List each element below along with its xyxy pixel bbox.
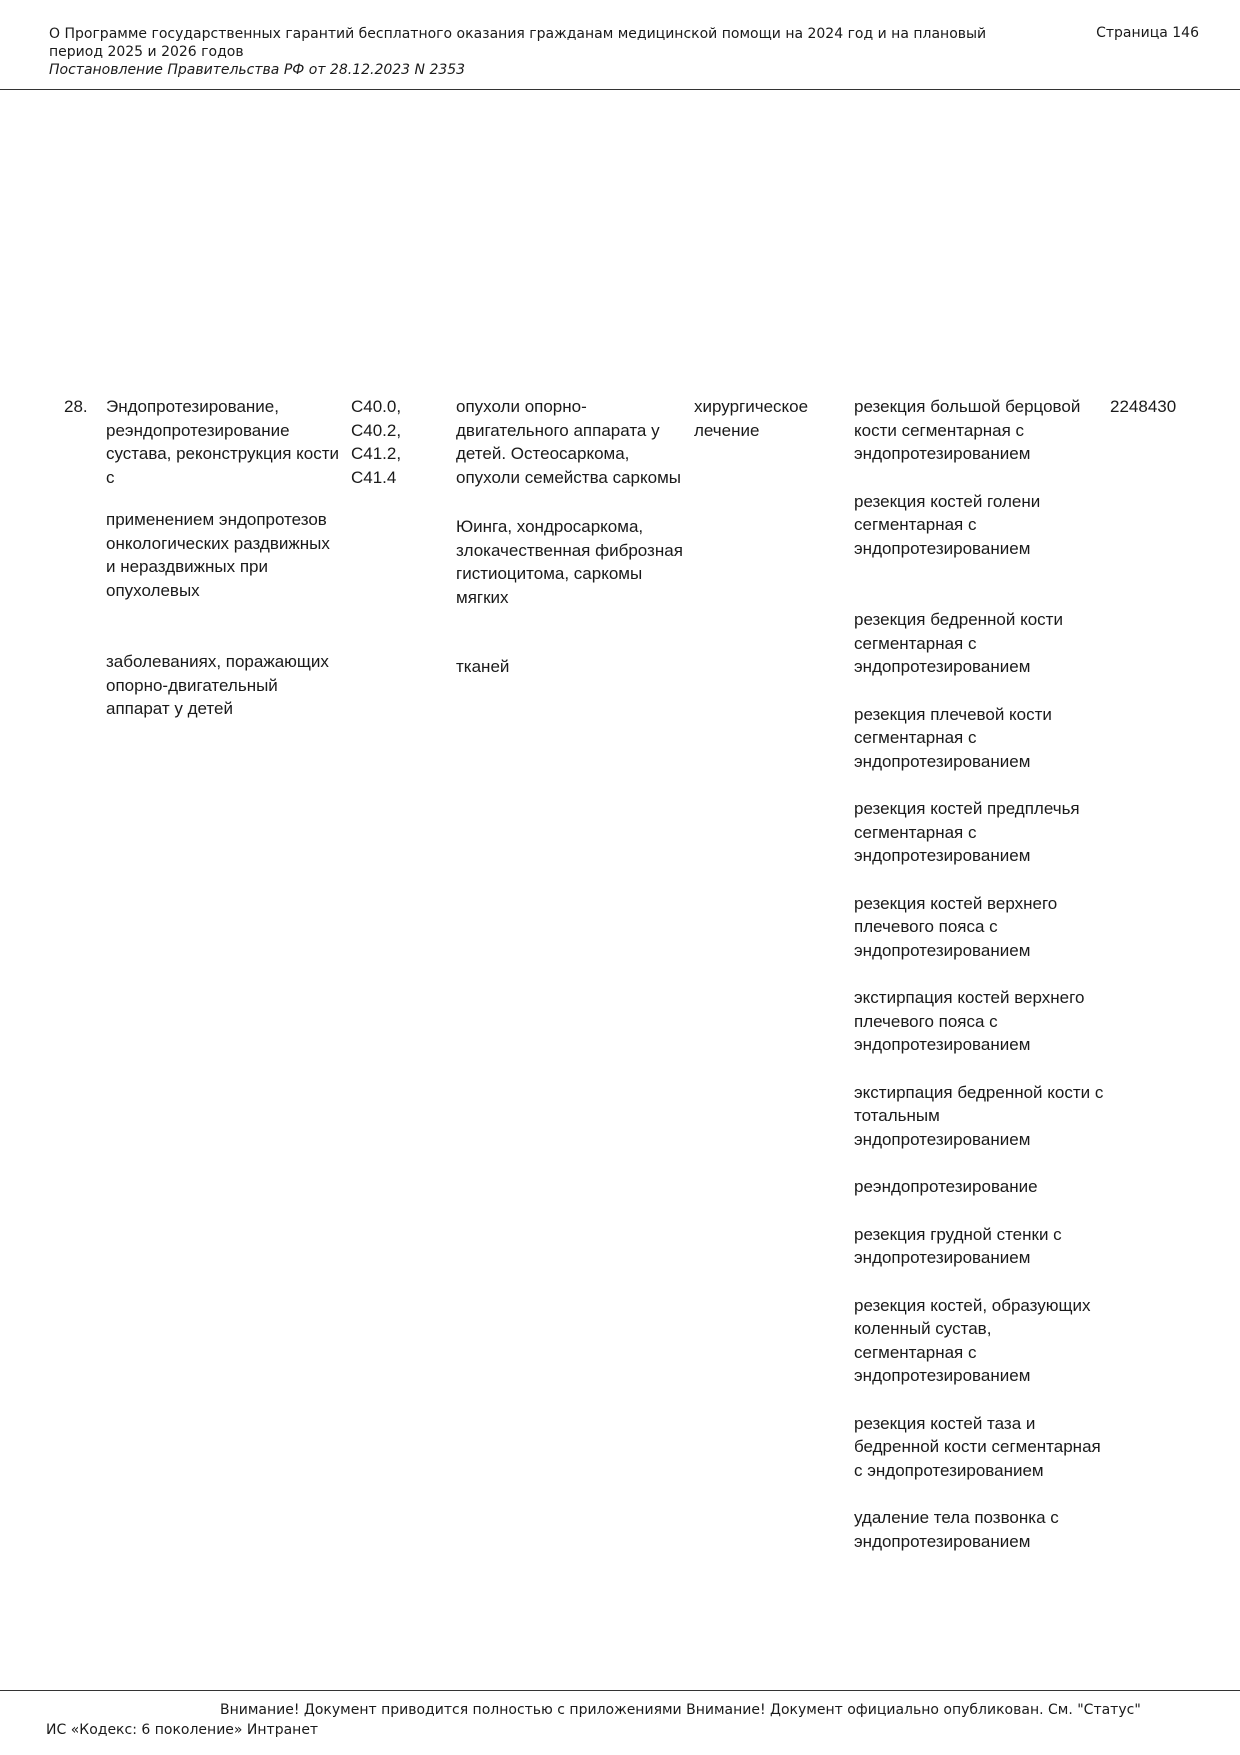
document-title: О Программе государственных гарантий бесплатного оказания гражданам медицинской помощи на 2024 год и на плановый период 2025 и 2026 годов	[49, 26, 987, 60]
procedure-name-part: применением эндопротезов онкологических раздвижных и нераздвижных при опухолевых	[106, 510, 330, 600]
method-item: резекция костей, образующих коленный сустав, сегментарная с эндопротезированием	[854, 1295, 1091, 1385]
page-number: Страница 146	[1096, 25, 1199, 41]
method-item: резекция грудной стенки с эндопротезированием	[854, 1224, 1062, 1267]
diagnosis-part: Юинга, хондросаркома, злокачественная фиброзная гистиоцитома, саркомы мягких	[456, 517, 683, 607]
footer-system: ИС «Кодекс: 6 поколение» Интранет	[46, 1722, 319, 1738]
method-item: резекция плечевой кости сегментарная с эндопротезированием	[854, 704, 1052, 771]
footer-notice: Внимание! Документ приводится полностью с приложениями Внимание! Документ официально опубликован. См. "Статус"	[220, 1702, 1141, 1718]
method-item: удаление тела позвонка с эндопротезированием	[854, 1508, 1059, 1551]
method-item: резекция костей предплечья сегментарная с эндопротезированием	[854, 799, 1080, 865]
procedure-name-part: Эндопротезирование, реэндопротезирование сустава, реконструкция кости с	[106, 397, 339, 487]
method-item: резекция костей таза и бедренной кости сегментарная с эндопротезированием	[854, 1413, 1101, 1480]
treatment-type-cell: хирургическое лечение	[694, 397, 809, 440]
method-item: экстирпация бедренной кости с тотальным эндопротезированием	[854, 1082, 1104, 1149]
document-subtitle: Постановление Правительства РФ от 28.12.2023 N 2353	[49, 62, 466, 78]
treatment-methods-cell	[854, 395, 1104, 1577]
procedure-name-part: заболеваниях, поражающих опорно-двигательный аппарат у детей	[106, 652, 329, 718]
method-item: реэндопротезирование	[854, 1177, 1038, 1196]
method-item: экстирпация костей верхнего плечевого пояса с эндопротезированием	[854, 988, 1085, 1054]
page-header	[49, 25, 1199, 79]
row-number: 28.	[64, 397, 88, 416]
procedure-name-cell	[106, 395, 341, 721]
method-item: резекция большой берцовой кости сегментарная с эндопротезированием	[854, 397, 1081, 463]
price-cell: 2248430	[1110, 397, 1177, 416]
method-item: резекция бедренной кости сегментарная с эндопротезированием	[854, 610, 1063, 676]
diagnosis-cell	[456, 395, 684, 679]
diagnosis-part: опухоли опорно-двигательного аппарата у детей. Остеосаркома, опухоли семейства саркомы	[456, 397, 681, 487]
method-item: резекция костей голени сегментарная с эндопротезированием	[854, 491, 1041, 558]
footer-divider	[0, 1690, 1240, 1691]
icd-codes-cell: C40.0, C40.2, C41.2, C41.4	[351, 397, 402, 487]
diagnosis-part: тканей	[456, 657, 510, 676]
header-divider	[0, 89, 1240, 90]
method-item: резекция костей верхнего плечевого пояса с эндопротезированием	[854, 893, 1058, 960]
